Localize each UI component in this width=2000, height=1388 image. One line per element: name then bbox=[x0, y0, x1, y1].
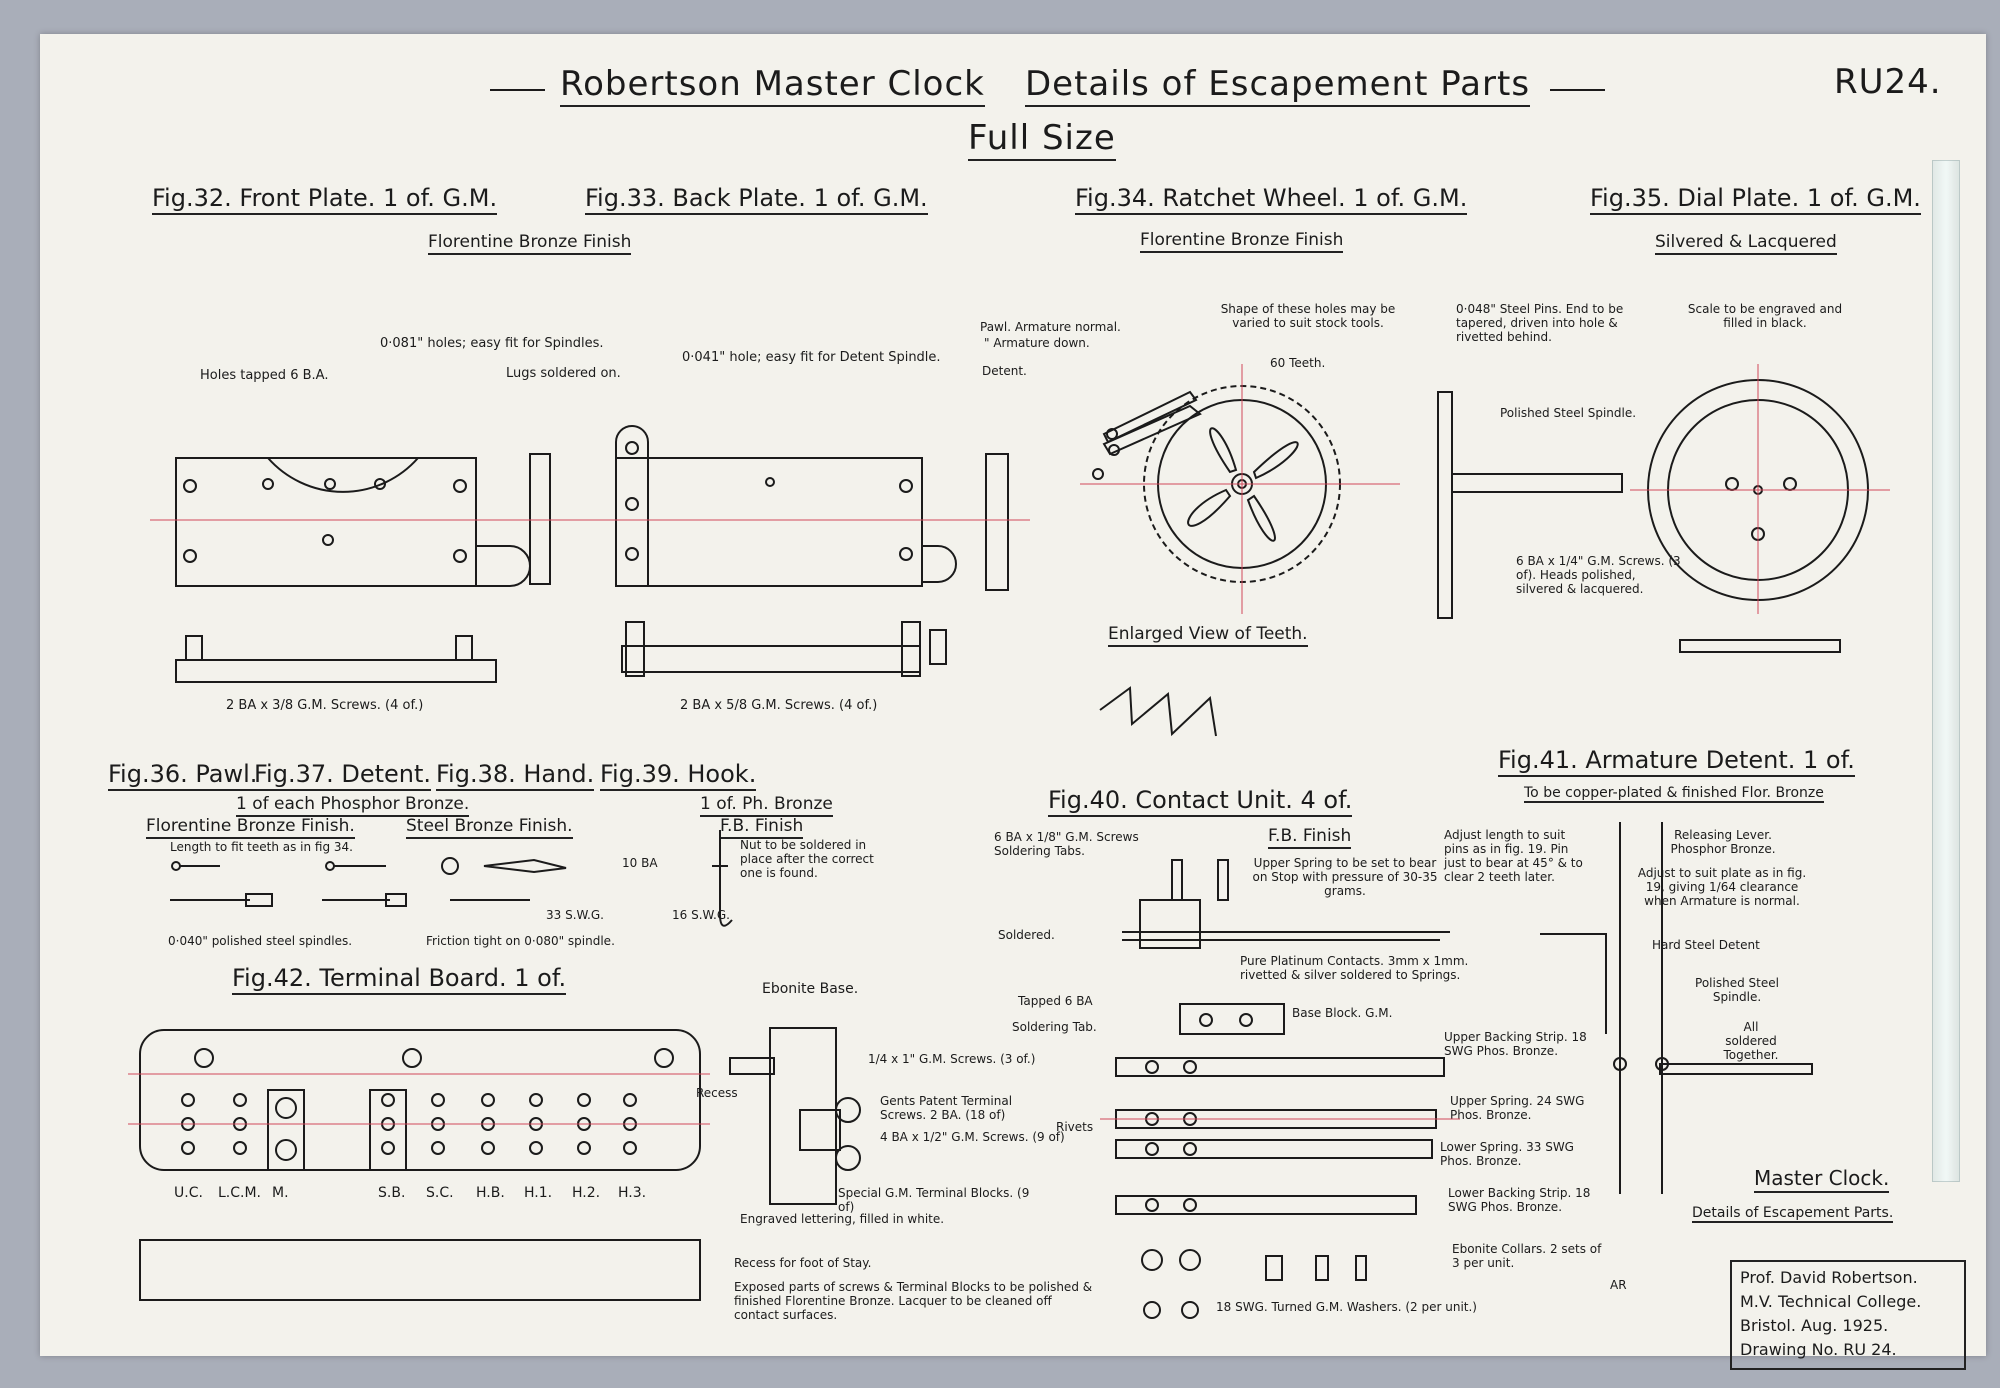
note-soldering-tabs: 6 BA x 1/8" G.M. Screws Soldering Tabs. bbox=[994, 830, 1139, 858]
note-base-block: Base Block. G.M. bbox=[1292, 1006, 1393, 1020]
note-initials: AR bbox=[1610, 1278, 1627, 1292]
note-polished-steel-spindle: Polished Steel Spindle. bbox=[1695, 976, 1779, 1004]
terminal-label: H.2. bbox=[572, 1185, 601, 1201]
note-teeth: 60 Teeth. bbox=[1270, 356, 1326, 370]
note-exposed: Exposed parts of screws & Terminal Blocks to be polished & finished Florentine Bronze. Lacquer to be cleaned off contact surfaces. bbox=[734, 1280, 1093, 1322]
ink-lines bbox=[140, 90, 1868, 1318]
note-soldered: Soldered. bbox=[998, 928, 1055, 942]
note-engraved: Engraved lettering, filled in white. bbox=[740, 1212, 945, 1226]
note-gm-screws-3: 1/4 x 1" G.M. Screws. (3 of.) bbox=[868, 1052, 1036, 1066]
note-special-blocks: Special G.M. Terminal Blocks. (9 of) bbox=[838, 1186, 1030, 1214]
note-ebonite-base: Ebonite Base. bbox=[762, 981, 859, 997]
fig41-finish: To be copper-plated & finished Flor. Bronze bbox=[1524, 785, 1824, 801]
note-sbf: Steel Bronze Finish. bbox=[406, 816, 573, 839]
fig35-finish: Silvered & Lacquered bbox=[1655, 232, 1837, 255]
fig36-title: Fig.36. Pawl. bbox=[108, 760, 257, 791]
note-swg16: 16 S.W.G. bbox=[672, 908, 730, 922]
note-screws-33: 2 BA x 5/8 G.M. Screws. (4 of.) bbox=[680, 698, 878, 713]
note-upper-backing: Upper Backing Strip. 18 SWG Phos. Bronze. bbox=[1444, 1030, 1587, 1058]
note-upper-spring-set: Upper Spring to be set to bear on Stop with pressure of 30-35 grams. bbox=[1252, 856, 1438, 898]
title-block-line: M.V. Technical College. bbox=[1740, 1292, 1922, 1311]
terminal-label: H.B. bbox=[476, 1185, 505, 1201]
note-length-fit: Length to fit teeth as in fig 34. bbox=[170, 840, 353, 854]
fig42-terminal-board bbox=[140, 1030, 700, 1170]
note-polished-spindles: 0·040" polished steel spindles. bbox=[168, 934, 353, 948]
note-dial-screws: 6 BA x 1/4" G.M. Screws. (3 of). Heads polished, silvered & lacquered. bbox=[1516, 554, 1681, 596]
terminal-label: M. bbox=[272, 1185, 289, 1201]
title-block-line: Bristol. Aug. 1925. bbox=[1740, 1316, 1889, 1335]
note-ba10: 10 BA bbox=[622, 856, 658, 870]
fig40-finish: F.B. Finish bbox=[1268, 826, 1351, 849]
note-adjust-plate: Adjust to suit plate as in fig. 19, giving 1/64 clearance when Armature is normal. bbox=[1637, 866, 1807, 908]
note-lugs: Lugs soldered on. bbox=[506, 366, 621, 381]
note-hook-title: 1 of. Ph. Bronze bbox=[700, 794, 833, 817]
note-fbf: Florentine Bronze Finish. bbox=[146, 816, 355, 839]
fig40-title: Fig.40. Contact Unit. 4 of. bbox=[1048, 786, 1352, 817]
note-all-soldered: All soldered Together. bbox=[1723, 1020, 1779, 1062]
note-hook-finish: F.B. Finish bbox=[720, 816, 803, 839]
note-recess: Recess bbox=[696, 1086, 738, 1100]
note-hard-steel: Hard Steel Detent bbox=[1652, 938, 1760, 952]
note-detent: Detent. bbox=[982, 364, 1027, 378]
note-soldering-tab: Soldering Tab. bbox=[1012, 1020, 1097, 1034]
fig34-title: Fig.34. Ratchet Wheel. 1 of. G.M. bbox=[1075, 184, 1467, 215]
note-adjust-pins: Adjust length to suit pins as in fig. 19. Pin just to bear at 45° & to clear 2 teeth later. bbox=[1444, 828, 1583, 884]
note-ba4: 4 BA x 1/2" G.M. Screws. (9 of) bbox=[880, 1130, 1065, 1144]
note-enlarged: Enlarged View of Teeth. bbox=[1108, 624, 1308, 647]
fig39-title: Fig.39. Hook. bbox=[600, 760, 756, 791]
note-releasing: Releasing Lever. Phosphor Bronze. bbox=[1670, 828, 1776, 856]
fig37-title: Fig.37. Detent. bbox=[254, 760, 431, 791]
note-lower-backing: Lower Backing Strip. 18 SWG Phos. Bronze. bbox=[1448, 1186, 1591, 1214]
terminal-label: U.C. bbox=[174, 1185, 203, 1201]
note-ebonite-collars: Ebonite Collars. 2 sets of 3 per unit. bbox=[1452, 1242, 1602, 1270]
note-swg33: 33 S.W.G. bbox=[546, 908, 604, 922]
note-lower-spring: Lower Spring. 33 SWG Phos. Bronze. bbox=[1440, 1140, 1574, 1168]
note-shape: Shape of these holes may be varied to suit stock tools. bbox=[1220, 302, 1396, 330]
fig42-title: Fig.42. Terminal Board. 1 of. bbox=[232, 964, 566, 995]
title-block-line: Prof. David Robertson. bbox=[1740, 1268, 1918, 1287]
fig34-finish: Florentine Bronze Finish bbox=[1140, 230, 1343, 253]
fig41-title: Fig.41. Armature Detent. 1 of. bbox=[1498, 746, 1855, 777]
note-pawl: Pawl. Armature normal. bbox=[980, 320, 1121, 334]
note-phosphor: 1 of each Phosphor Bronze. bbox=[236, 794, 469, 817]
terminal-label: S.B. bbox=[378, 1185, 406, 1201]
note-holes-081: 0·081" holes; easy fit for Spindles. bbox=[380, 336, 604, 351]
fig32-arc bbox=[268, 458, 418, 492]
terminal-label: H.3. bbox=[618, 1185, 647, 1201]
note-holes-tapped: Holes tapped 6 B.A. bbox=[200, 368, 329, 383]
note-upper-spring: Upper Spring. 24 SWG Phos. Bronze. bbox=[1450, 1094, 1585, 1122]
technical-drawings bbox=[40, 34, 1986, 1356]
title-block-sub: Details of Escapement Parts. bbox=[1692, 1205, 1894, 1221]
fig33-title: Fig.33. Back Plate. 1 of. G.M. bbox=[585, 184, 928, 215]
drawing-ref: RU24. bbox=[1834, 62, 1942, 102]
terminal-label: H.1. bbox=[524, 1185, 553, 1201]
title-block-line: Drawing No. RU 24. bbox=[1740, 1340, 1897, 1359]
sheet-title-right: Details of Escapement Parts bbox=[1025, 64, 1530, 107]
terminal-label: S.C. bbox=[426, 1185, 454, 1201]
note-friction: Friction tight on 0·080" spindle. bbox=[426, 934, 615, 948]
note-screws-32: 2 BA x 3/8 G.M. Screws. (4 of.) bbox=[226, 698, 424, 713]
note-scale: Scale to be engraved and filled in black. bbox=[1687, 302, 1843, 330]
note-hook: Nut to be soldered in place after the correct one is found. bbox=[740, 838, 874, 880]
note-rivets: Rivets bbox=[1056, 1120, 1094, 1134]
sheet-title-left: Robertson Master Clock bbox=[560, 64, 985, 107]
fig35-title: Fig.35. Dial Plate. 1 of. G.M. bbox=[1590, 184, 1921, 215]
note-platinum: Pure Platinum Contacts. 3mm x 1mm. rivetted & silver soldered to Springs. bbox=[1240, 954, 1469, 982]
drawing-sheet bbox=[40, 34, 1986, 1359]
note-steel-pins: 0·048" Steel Pins. End to be tapered, driven into hole & rivetted behind. bbox=[1456, 302, 1624, 344]
note-washers: 18 SWG. Turned G.M. Washers. (2 per unit.) bbox=[1216, 1300, 1477, 1314]
fig33-finish: Florentine Bronze Finish bbox=[428, 232, 631, 255]
note-gents: Gents Patent Terminal Screws. 2 BA. (18 of) bbox=[880, 1094, 1013, 1122]
note-hole-041: 0·041" hole; easy fit for Detent Spindle. bbox=[682, 350, 941, 365]
fig32-front-plate bbox=[176, 458, 476, 586]
note-tapped-6ba: Tapped 6 BA bbox=[1018, 994, 1093, 1008]
note-spindle: Polished Steel Spindle. bbox=[1500, 406, 1637, 420]
fig32-title: Fig.32. Front Plate. 1 of. G.M. bbox=[152, 184, 497, 215]
note-recess-foot: Recess for foot of Stay. bbox=[734, 1256, 872, 1270]
note-armature-down: " Armature down. bbox=[984, 336, 1090, 350]
title-block-heading: Master Clock. bbox=[1754, 1166, 1889, 1193]
fig38-title: Fig.38. Hand. bbox=[436, 760, 594, 791]
terminal-label: L.C.M. bbox=[218, 1185, 262, 1201]
ebonite-base-section bbox=[770, 1028, 836, 1204]
sheet-subtitle: Full Size bbox=[968, 118, 1116, 161]
right-glass-strip bbox=[1932, 160, 1960, 1182]
enlarged-teeth bbox=[1100, 688, 1216, 736]
